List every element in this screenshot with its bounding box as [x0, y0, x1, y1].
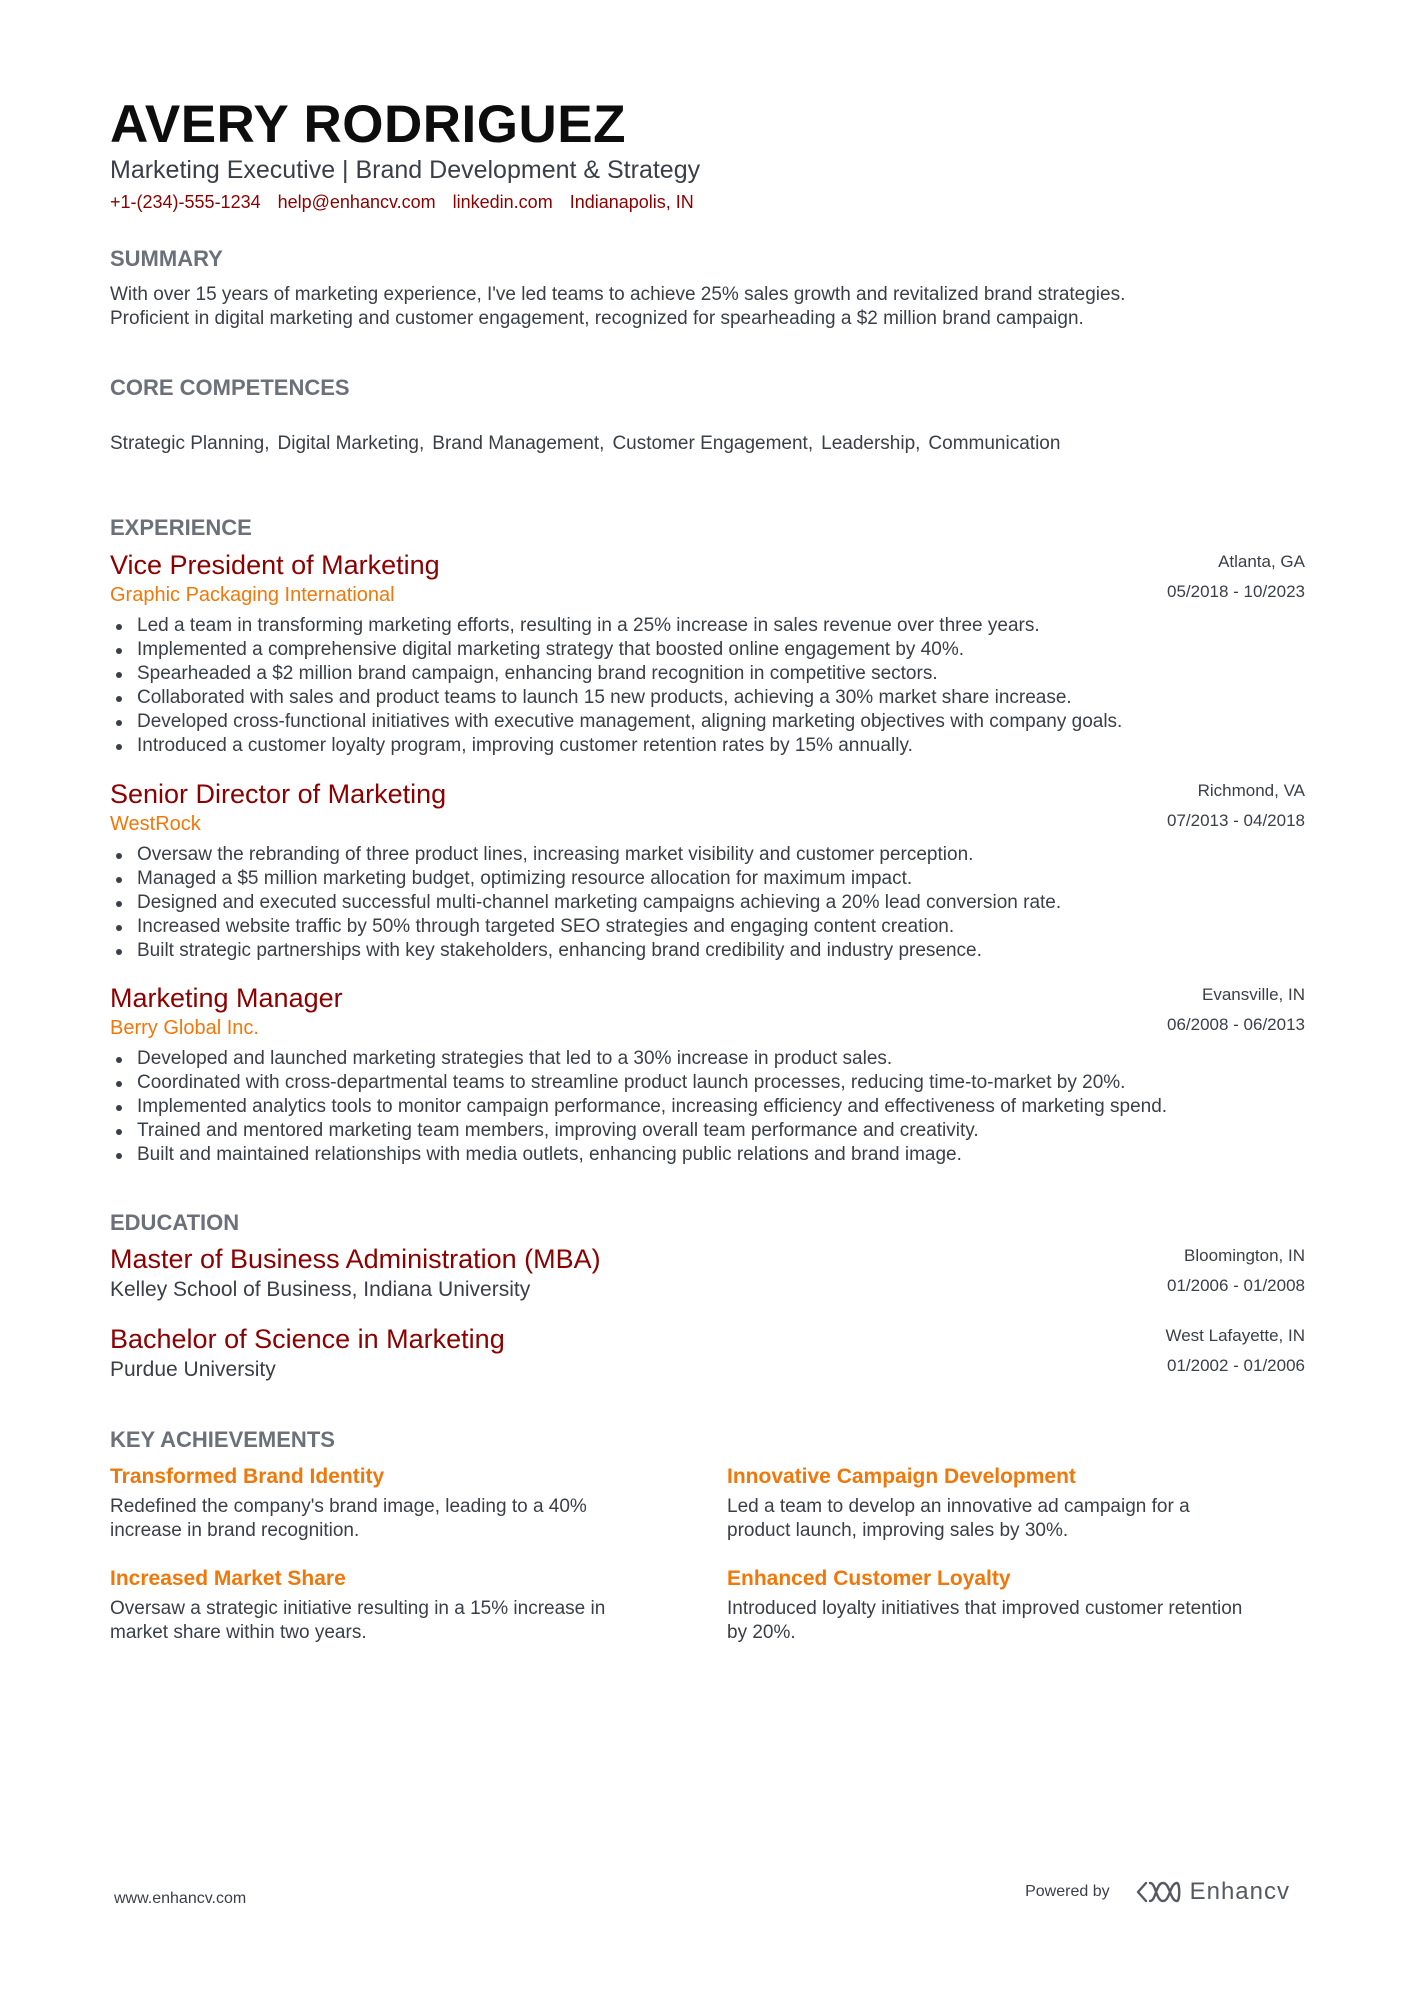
job-bullets	[110, 1047, 1305, 1167]
achievement-line: product launch, improving sales by 30%.	[727, 1520, 1069, 1541]
job-bullet: Implemented a comprehensive digital marketing strategy that boosted online engagement by 40%.	[110, 638, 1305, 662]
job-location: Atlanta, GA	[1218, 552, 1305, 571]
experience-entry	[110, 981, 1305, 1167]
job-bullet: Oversaw the rebranding of three product lines, increasing market visibility and customer perception.	[110, 843, 1305, 867]
job-bullet: Led a team in transforming marketing efforts, resulting in a 25% increase in sales revenue over three years.	[110, 614, 1305, 638]
powered-by-label: Powered by	[1025, 1883, 1110, 1900]
achievement-item	[727, 1565, 1287, 1645]
job-company: Graphic Packaging International	[110, 584, 395, 606]
job-bullet: Developed and launched marketing strategies that led to a 30% increase in product sales.	[110, 1047, 1305, 1071]
edu-meta	[1167, 1242, 1305, 1298]
achievement-line: by 20%.	[727, 1622, 796, 1643]
edu-degree: Bachelor of Science in Marketing	[110, 1324, 505, 1354]
job-meta	[1167, 548, 1305, 604]
experience-entry	[110, 777, 1305, 963]
contact-location: Indianapolis, IN	[569, 192, 694, 212]
education-heading: EDUCATION	[110, 1210, 240, 1235]
achievement-line: market share within two years.	[110, 1622, 367, 1643]
job-bullet: Managed a $5 million marketing budget, optimizing resource allocation for maximum impact.	[110, 867, 1305, 891]
footer-website[interactable]: www.enhancv.com	[114, 1890, 247, 1907]
competence-item: Brand Management,	[432, 433, 605, 454]
achievement-desc	[110, 1495, 670, 1543]
job-bullet: Designed and executed successful multi-channel marketing campaigns achieving a 20% lead conversion rate.	[110, 891, 1305, 915]
edu-meta	[1165, 1322, 1305, 1378]
job-bullets	[110, 614, 1305, 758]
achievement-title: Transformed Brand Identity	[110, 1465, 385, 1488]
brand-name: Enhancv	[1189, 1878, 1290, 1905]
summary-heading: SUMMARY	[110, 246, 223, 271]
job-location: Richmond, VA	[1197, 781, 1305, 800]
competence-item: Digital Marketing,	[277, 433, 425, 454]
achievement-line: Oversaw a strategic initiative resulting in a 15% increase in	[110, 1598, 606, 1619]
candidate-tagline: Marketing Executive | Brand Development & Strategy	[110, 156, 701, 184]
job-meta	[1167, 981, 1305, 1037]
achievement-title: Increased Market Share	[110, 1567, 346, 1590]
achievement-line: Redefined the company's brand image, leading to a 40%	[110, 1496, 587, 1517]
job-title: Marketing Manager	[110, 983, 343, 1013]
education-entry	[110, 1322, 1305, 1384]
job-title: Vice President of Marketing	[110, 550, 440, 580]
experience-entry	[110, 548, 1305, 758]
job-bullet: Introduced a customer loyalty program, improving customer retention rates by 15% annually.	[110, 734, 1305, 758]
achievement-item	[110, 1565, 670, 1645]
achievement-line: increase in brand recognition.	[110, 1520, 360, 1541]
competence-item: Communication	[928, 433, 1061, 454]
edu-dates: 01/2006 - 01/2008	[1166, 1276, 1305, 1295]
edu-school: Kelley School of Business, Indiana University	[110, 1278, 531, 1301]
edu-dates: 01/2002 - 01/2006	[1166, 1356, 1305, 1375]
job-meta	[1167, 777, 1305, 833]
job-bullet: Built and maintained relationships with media outlets, enhancing public relations and brand image.	[110, 1143, 1305, 1167]
competences-heading: CORE COMPETENCES	[110, 375, 350, 400]
job-title: Senior Director of Marketing	[110, 779, 447, 809]
job-bullets	[110, 843, 1305, 963]
job-bullet: Developed cross-functional initiatives with executive management, aligning marketing objectives with company goals.	[110, 710, 1305, 734]
competence-item: Customer Engagement,	[612, 433, 814, 454]
footer-powered-by	[1025, 1878, 1290, 1906]
achievement-desc	[110, 1597, 670, 1645]
achievements-heading: KEY ACHIEVEMENTS	[110, 1427, 335, 1452]
job-bullet: Collaborated with sales and product teams to launch 15 new products, achieving a 30% market share increase.	[110, 686, 1305, 710]
job-dates: 06/2008 - 06/2013	[1166, 1015, 1305, 1034]
summary-line: With over 15 years of marketing experience, I've led teams to achieve 25% sales growth and revitalized brand strategies.	[110, 284, 1126, 305]
summary-line: Proficient in digital marketing and customer engagement, recognized for spearheading a $2 million brand campaign.	[110, 308, 1084, 329]
achievement-line: Led a team to develop an innovative ad campaign for a	[727, 1496, 1190, 1517]
job-company: WestRock	[110, 813, 201, 835]
contact-linkedin[interactable]: linkedin.com	[452, 192, 553, 212]
achievement-item	[110, 1463, 670, 1543]
achievement-title: Enhanced Customer Loyalty	[727, 1567, 1011, 1590]
summary-text	[110, 283, 1300, 331]
job-bullet: Increased website traffic by 50% through targeted SEO strategies and engaging content creation.	[110, 915, 1305, 939]
achievement-desc	[727, 1495, 1287, 1543]
contact-phone[interactable]: +1-(234)-555-1234	[110, 192, 261, 212]
job-bullet: Built strategic partnerships with key stakeholders, enhancing brand credibility and industry presence.	[110, 939, 1305, 963]
achievement-line: Introduced loyalty initiatives that improved customer retention	[727, 1598, 1243, 1619]
job-dates: 07/2013 - 04/2018	[1166, 811, 1305, 830]
competence-item: Strategic Planning,	[110, 433, 270, 454]
edu-school: Purdue University	[110, 1358, 276, 1381]
contact-line	[110, 190, 711, 214]
achievement-desc	[727, 1597, 1287, 1645]
candidate-name: AVERY RODRIGUEZ	[110, 95, 626, 154]
achievement-item	[727, 1463, 1287, 1543]
job-company: Berry Global Inc.	[110, 1017, 259, 1039]
job-bullet: Trained and mentored marketing team members, improving overall team performance and creativity.	[110, 1119, 1305, 1143]
enhancv-logo-icon	[1136, 1879, 1182, 1905]
education-entry	[110, 1242, 1305, 1304]
contact-email[interactable]: help@enhancv.com	[277, 192, 436, 212]
job-bullet: Spearheaded a $2 million brand campaign, enhancing brand recognition in competitive sectors.	[110, 662, 1305, 686]
edu-degree: Master of Business Administration (MBA)	[110, 1244, 601, 1274]
edu-location: Bloomington, IN	[1184, 1246, 1305, 1265]
job-bullet: Coordinated with cross-departmental teams to streamline product launch processes, reducing time-to-market by 20%.	[110, 1071, 1305, 1095]
achievement-title: Innovative Campaign Development	[727, 1465, 1076, 1488]
edu-location: West Lafayette, IN	[1165, 1326, 1305, 1345]
competence-item: Leadership,	[821, 433, 921, 454]
job-dates: 05/2018 - 10/2023	[1166, 582, 1305, 601]
experience-heading: EXPERIENCE	[110, 515, 252, 540]
competences-list	[110, 432, 1068, 456]
job-bullet: Implemented analytics tools to monitor campaign performance, increasing efficiency and effectiveness of marketing spend.	[110, 1095, 1305, 1119]
job-location: Evansville, IN	[1202, 985, 1305, 1004]
